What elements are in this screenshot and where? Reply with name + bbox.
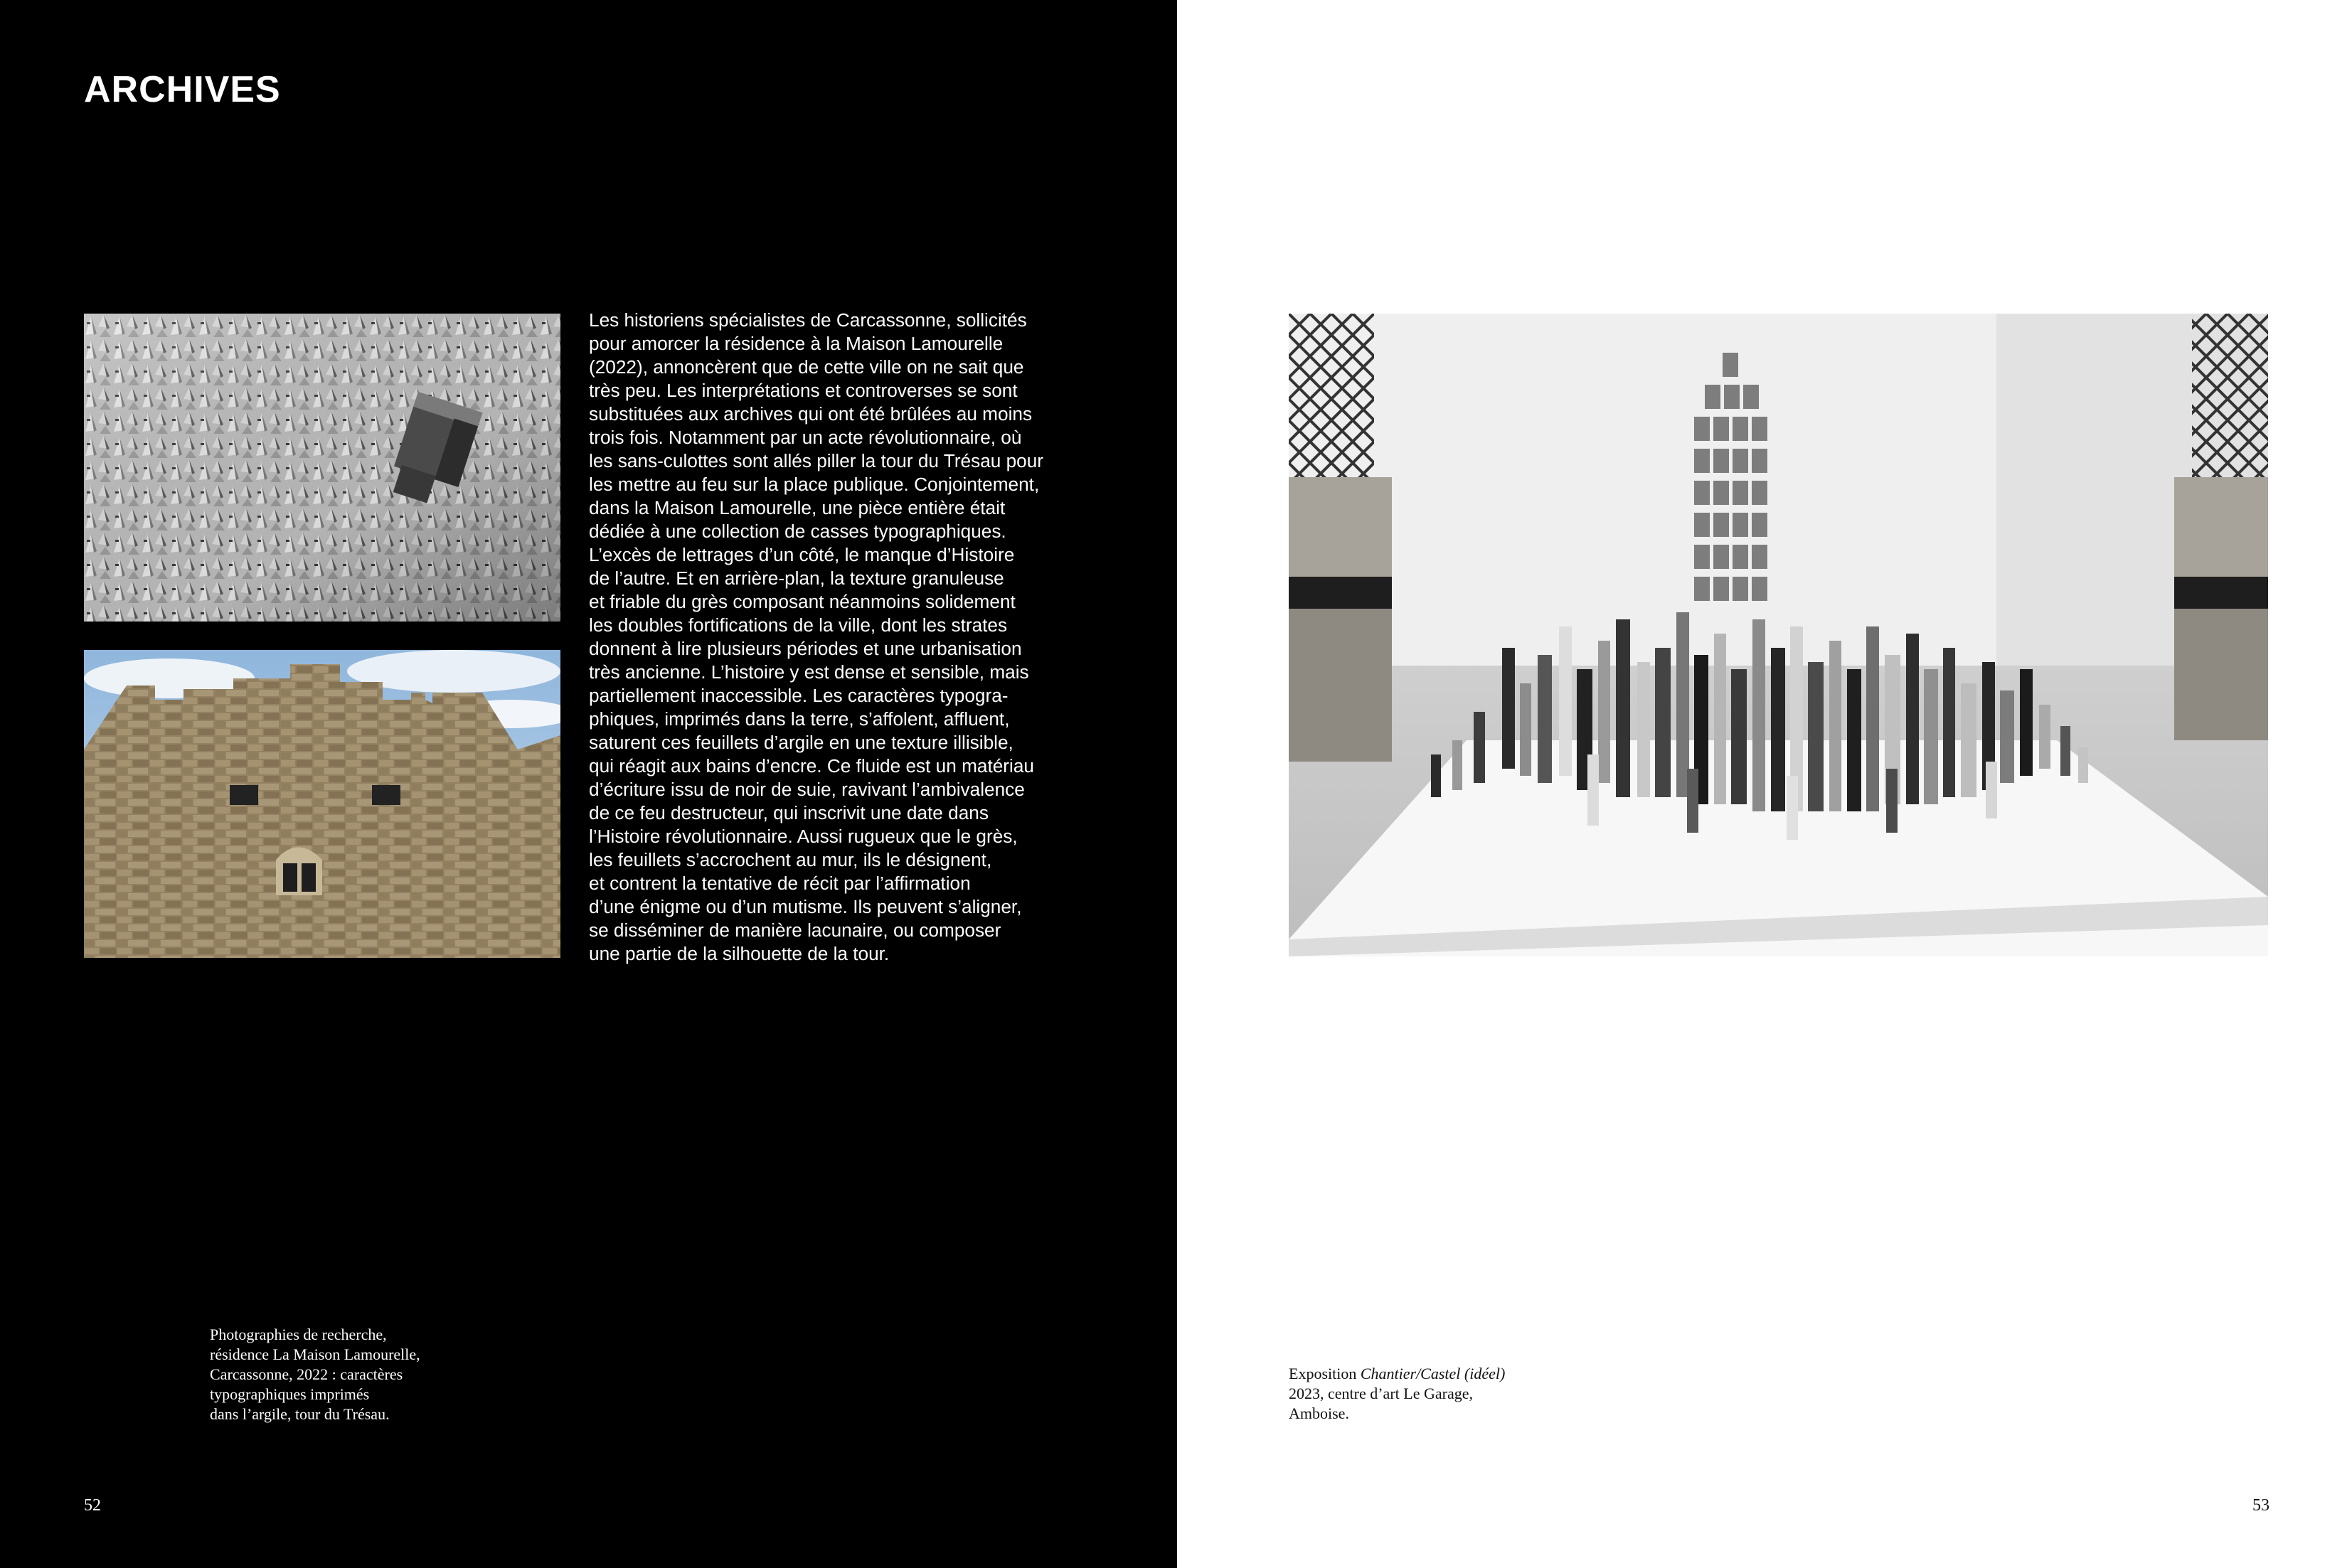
body-text	[589, 309, 1101, 966]
body-line: se disséminer de manière lacunaire, ou composer	[589, 919, 1001, 941]
body-line: phiques, imprimés dans la terre, s’affolent, affluent,	[589, 708, 1010, 730]
body-line: dédiée à une collection de casses typographiques.	[589, 521, 1006, 542]
photo-caption-right	[1289, 1364, 1505, 1424]
body-line: donnent à lire plusieurs périodes et une urbanisation	[589, 638, 1022, 659]
body-line: et friable du grès composant néanmoins solidement	[589, 591, 1016, 612]
caption-prefix: Exposition	[1289, 1365, 1361, 1382]
body-line: les sans-culottes sont allés piller la tour du Trésau pour	[589, 450, 1044, 471]
body-line: qui réagit aux bains d’encre. Ce fluide est un matériau	[589, 755, 1034, 777]
body-line: pour amorcer la résidence à la Maison Lamourelle	[589, 333, 1004, 354]
body-line: (2022), annoncèrent que de cette ville on ne sait que	[589, 356, 1024, 378]
body-line: l’Histoire révolutionnaire. Aussi rugueux que le grès,	[589, 826, 1018, 847]
body-line: les feuillets s’accrochent au mur, ils le désignent,	[589, 849, 992, 870]
body-line: d’une énigme ou d’un mutisme. Ils peuvent s’aligner,	[589, 896, 1022, 917]
page-number-left: 52	[84, 1496, 101, 1515]
body-line: trois fois. Notamment par un acte révolutionnaire, où	[589, 427, 1022, 448]
caption-line: dans l’argile, tour du Trésau.	[210, 1405, 390, 1423]
exhibition-photo	[1289, 314, 2268, 956]
body-line: très peu. Les interprétations et controverses se sont	[589, 380, 1018, 401]
body-line: les doubles fortifications de la ville, dont les strates	[589, 614, 1008, 636]
caption-line: résidence La Maison Lamourelle,	[210, 1345, 420, 1363]
body-line: saturent ces feuillets d’argile en une texture illisible,	[589, 732, 1013, 753]
section-title: ARCHIVES	[84, 69, 281, 110]
body-line: de l’autre. Et en arrière-plan, la texture granuleuse	[589, 567, 1004, 589]
body-line: les mettre au feu sur la place publique. Conjointement,	[589, 474, 1040, 495]
body-line: de ce feu destructeur, qui inscrivit une date dans	[589, 802, 989, 823]
caption-line: Photographies de recherche,	[210, 1326, 387, 1343]
body-line: et contrent la tentative de récit par l’affirmation	[589, 873, 971, 894]
tower-photo	[84, 650, 560, 958]
body-line: substituées aux archives qui ont été brûlées au moins	[589, 403, 1033, 425]
clay-texture-photo	[84, 314, 560, 622]
page-number-right: 53	[2252, 1496, 2269, 1515]
caption-line: Carcassonne, 2022 : caractères	[210, 1365, 403, 1383]
body-line: dans la Maison Lamourelle, une pièce entière était	[589, 497, 1006, 518]
body-line: partiellement inaccessible. Les caractères typogra-	[589, 685, 1009, 706]
exhibition-title: Chantier/Castel (idéel)	[1360, 1365, 1506, 1382]
caption-line: 2023, centre d’art Le Garage,	[1289, 1385, 1473, 1402]
caption-line: typographiques imprimés	[210, 1385, 370, 1403]
right-page	[1177, 0, 2352, 1568]
body-line: Les historiens spécialistes de Carcassonne, sollicités	[589, 309, 1027, 331]
body-line: très ancienne. L’histoire y est dense et sensible, mais	[589, 661, 1029, 683]
body-line: L’excès de lettrages d’un côté, le manque d’Histoire	[589, 544, 1015, 565]
body-line: une partie de la silhouette de la tour.	[589, 943, 890, 964]
body-line: d’écriture issu de noir de suie, ravivant l’ambivalence	[589, 779, 1025, 800]
caption-line	[1289, 1364, 1505, 1384]
photo-caption-left	[210, 1325, 420, 1424]
caption-line: Amboise.	[1289, 1404, 1349, 1422]
